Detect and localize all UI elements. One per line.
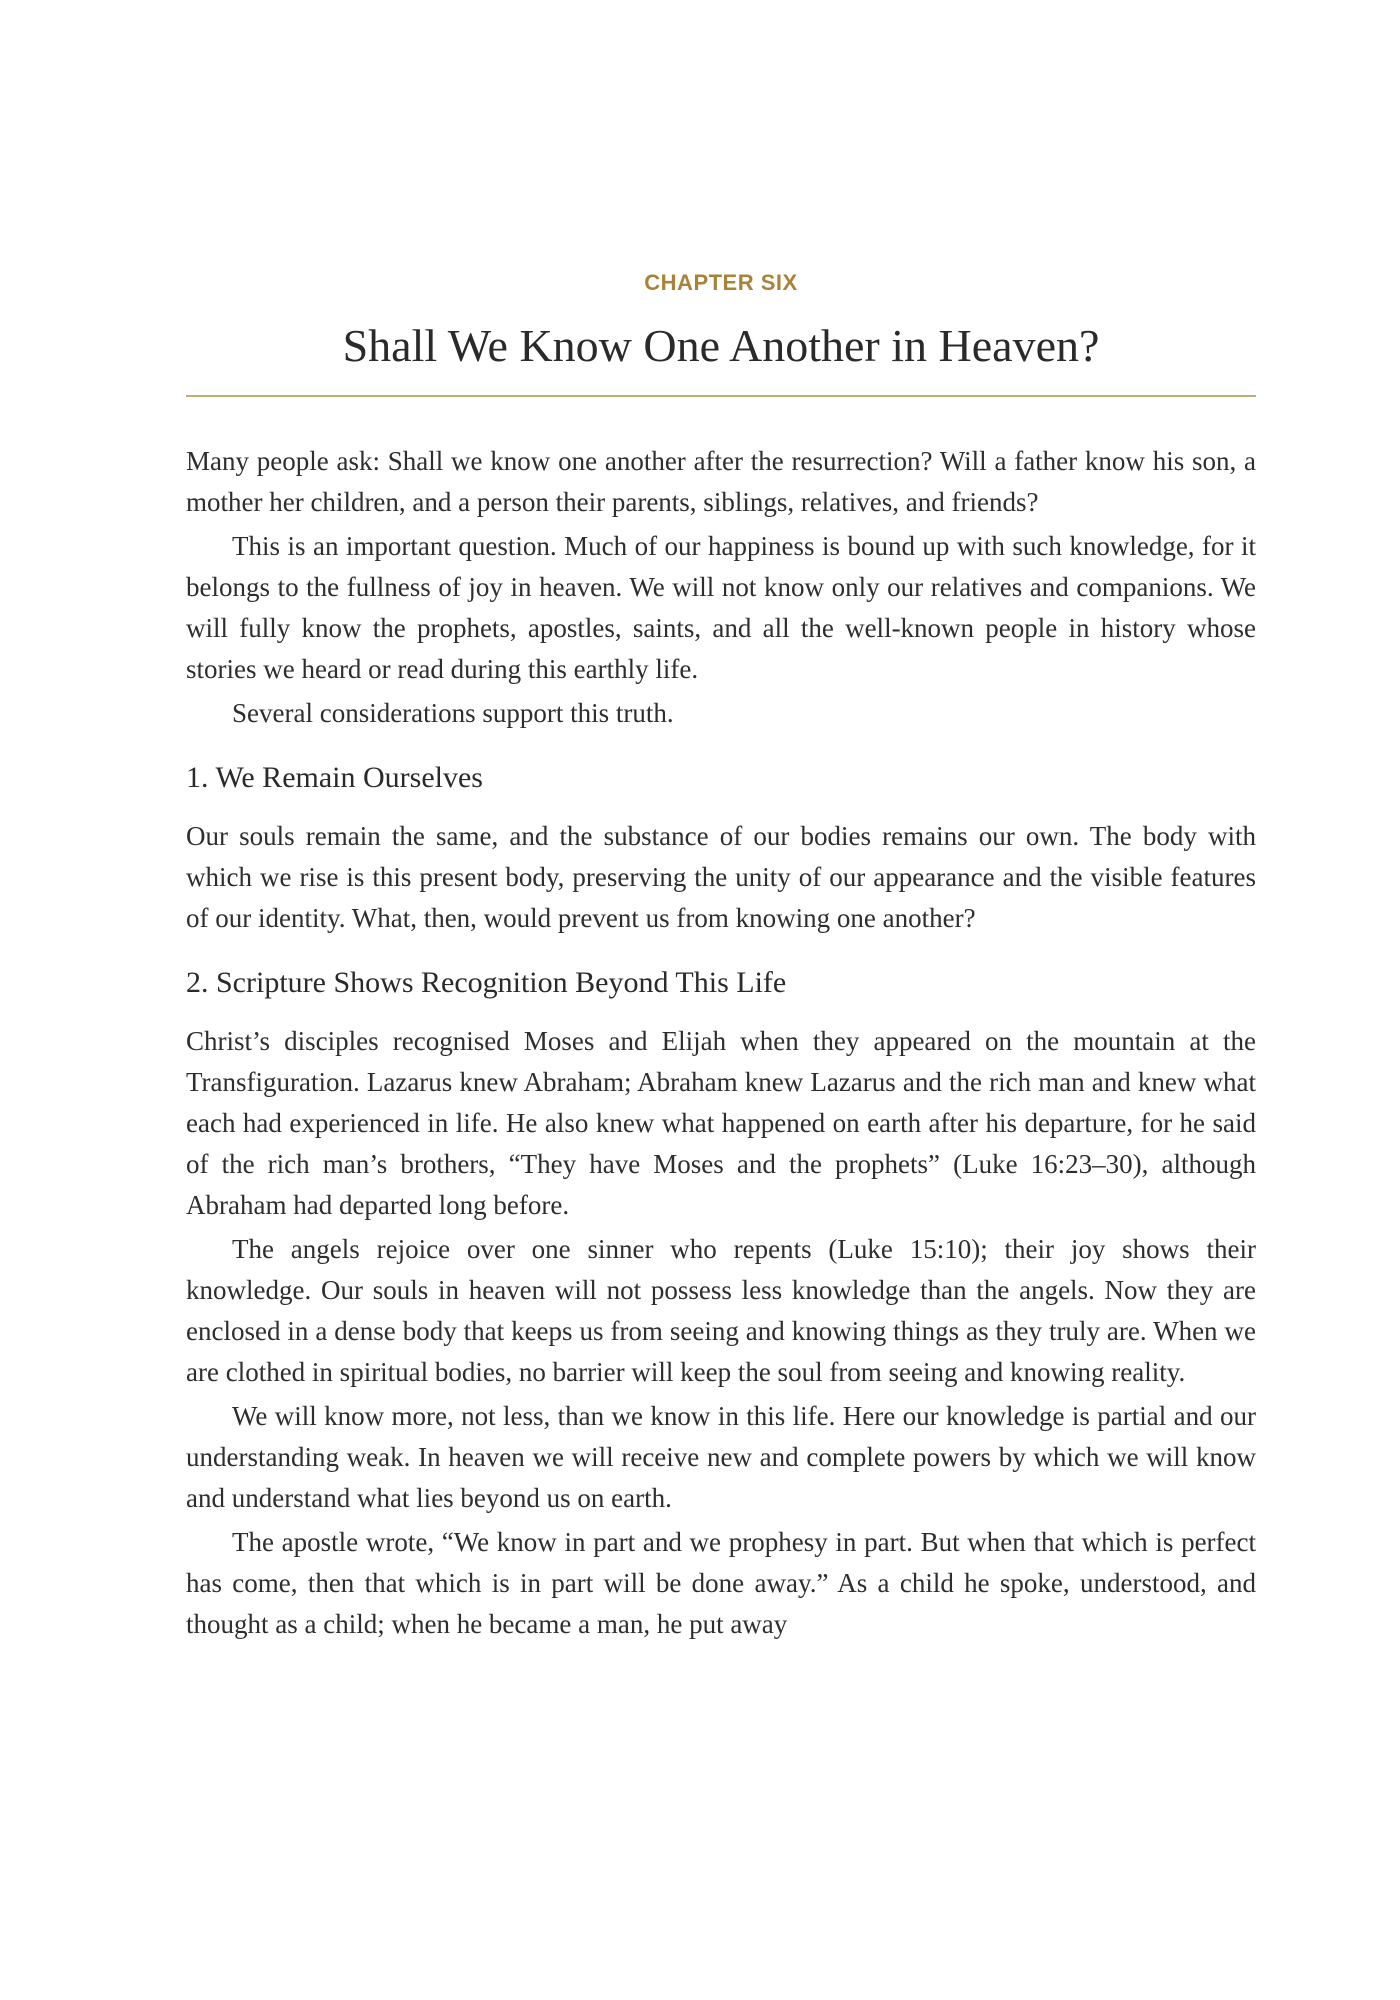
chapter-title: Shall We Know One Another in Heaven? [342, 320, 1100, 371]
section-heading-1: 1. We Remain Ourselves [186, 761, 483, 795]
section-2-paragraph-3: We will know more, not less, than we know in this life. Here our knowledge is partial and our understanding weak. In heaven we will receive new and complete powers by which we will know and understand what lies beyond us on earth. [186, 1401, 1256, 1514]
section-2-paragraph-2: The angels rejoice over one sinner who repents (Luke 15:10); their joy shows their knowledge. Our souls in heaven will not possess less knowledge than the angels. Now they are enclosed in a dense body that keeps us from seeing and knowing things as they truly are. When we are clothed in spiritual bodies, no barrier will keep the soul from seeing and knowing reality. [186, 1234, 1256, 1388]
document-page [186, 270, 1256, 1648]
section-2-paragraph-4: The apostle wrote, “We know in part and we prophesy in part. But when that which is perfect has come, then that which is in part will be done away.” As a child he spoke, understood, and thought as a child; when he became a man, he put away [186, 1527, 1256, 1640]
chapter-label: CHAPTER SIX [644, 270, 798, 295]
section-1-paragraph-1: Our souls remain the same, and the substance of our bodies remains our own. The body with which we rise is this present body, preserving the unity of our appearance and the visible features of our identity. What, then, would prevent us from knowing one another? [186, 821, 1256, 934]
title-divider [186, 395, 1256, 397]
intro-paragraph-3: Several considerations support this truth. [232, 698, 674, 729]
intro-paragraph-2: This is an important question. Much of our happiness is bound up with such knowledge, for it belongs to the fullness of joy in heaven. We will not know only our relatives and companions. We will fully know the prophets, apostles, saints, and all the well-known people in history whose stories we heard or read during this earthly life. [186, 531, 1256, 685]
section-heading-2: 2. Scripture Shows Recognition Beyond This Life [186, 966, 787, 1000]
section-2-paragraph-1: Christ’s disciples recognised Moses and Elijah when they appeared on the mountain at the Transfiguration. Lazarus knew Abraham; Abraham knew Lazarus and the rich man and knew what each had experienced in life. He also knew what happened on earth after his departure, for he said of the rich man’s brothers, “They have Moses and the prophets” (Luke 16:23–30), although Abraham had departed long before. [186, 1026, 1256, 1221]
intro-paragraph-1: Many people ask: Shall we know one another after the resurrection? Will a father know his son, a mother her children, and a person their parents, siblings, relatives, and friends? [186, 446, 1256, 518]
